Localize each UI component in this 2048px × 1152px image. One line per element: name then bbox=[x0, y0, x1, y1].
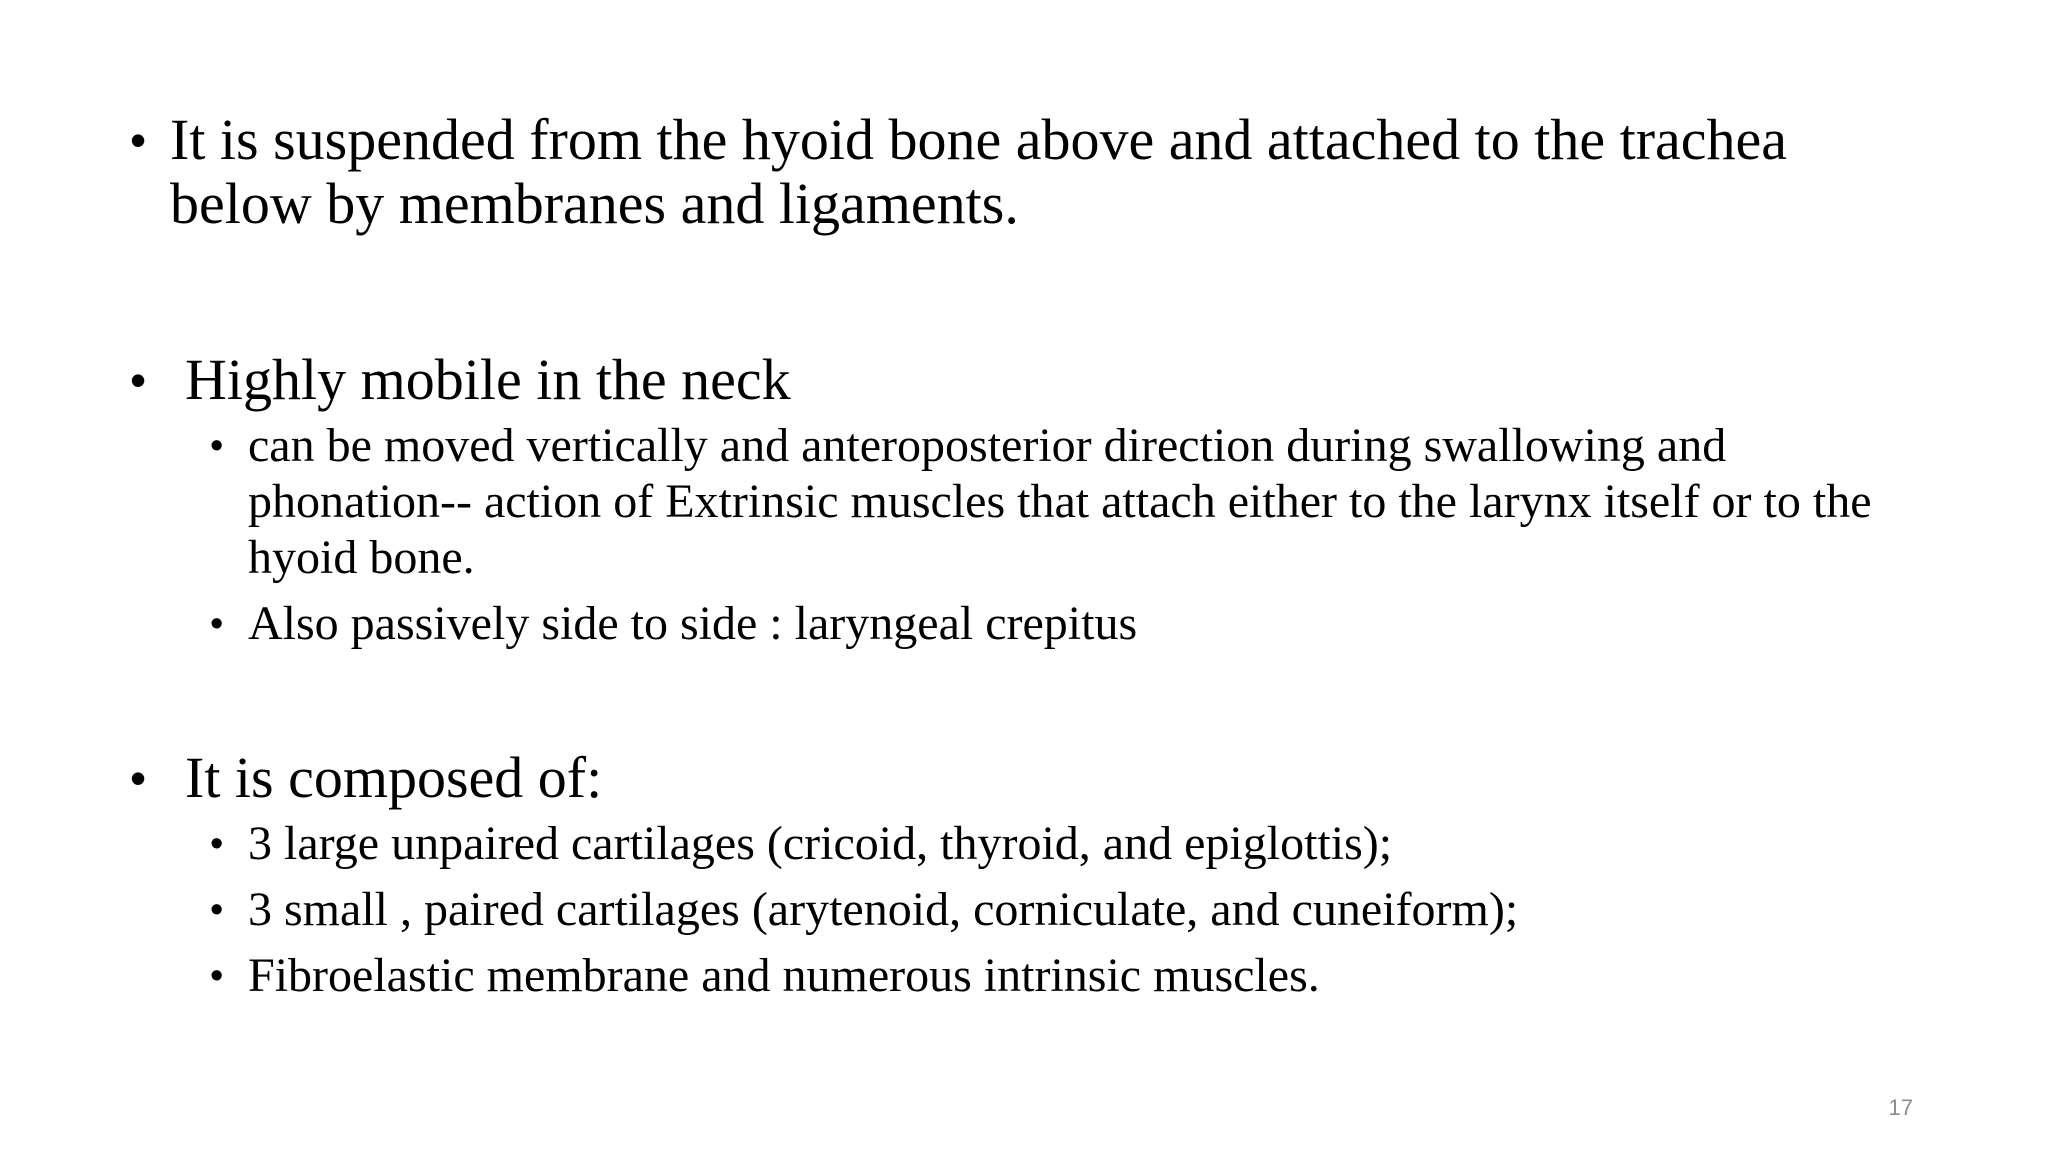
bullet-text: Highly mobile in the neck bbox=[185, 347, 791, 412]
bullet-icon: • bbox=[130, 752, 147, 804]
bullet-item bbox=[130, 348, 1910, 412]
sub-bullet-text: 3 large unpaired cartilages (cricoid, thyroid, and epiglottis); bbox=[248, 817, 1393, 870]
page-number: 17 bbox=[1888, 1095, 1913, 1120]
bullet-item bbox=[130, 746, 1910, 810]
bullet-item bbox=[130, 108, 1910, 236]
sub-bullet-text: can be moved vertically and anteroposterior direction during swallowing and phonation-- action of Extrinsic muscles that attach either to the larynx itself or to the hyoid bone. bbox=[248, 419, 1872, 584]
sub-bullet-icon: • bbox=[210, 425, 224, 467]
bullet-text: It is composed of: bbox=[185, 745, 603, 810]
bullet-group-1 bbox=[130, 108, 1910, 236]
sub-bullet-icon: • bbox=[210, 955, 224, 997]
bullet-group-2 bbox=[130, 348, 1910, 652]
sub-bullet-text: 3 small , paired cartilages (arytenoid, corniculate, and cuneiform); bbox=[248, 883, 1519, 936]
sub-bullet-item bbox=[130, 882, 1910, 938]
sub-bullet-text: Fibroelastic membrane and numerous intrinsic muscles. bbox=[248, 949, 1320, 1002]
bullet-text: It is suspended from the hyoid bone above and attached to the trachea below by membranes and ligaments. bbox=[170, 107, 1788, 236]
sub-bullet-icon: • bbox=[210, 823, 224, 865]
sub-bullet-item bbox=[130, 948, 1910, 1004]
bullet-icon: • bbox=[130, 354, 147, 406]
sub-bullet-icon: • bbox=[210, 889, 224, 931]
sub-bullet-item bbox=[130, 418, 1910, 586]
sub-bullet-icon: • bbox=[210, 603, 224, 645]
sub-bullet-text: Also passively side to side : laryngeal crepitus bbox=[248, 597, 1138, 650]
sub-bullet-item bbox=[130, 596, 1910, 652]
bullet-icon: • bbox=[130, 114, 147, 166]
bullet-group-3 bbox=[130, 746, 1910, 1004]
sub-bullet-item bbox=[130, 816, 1910, 872]
